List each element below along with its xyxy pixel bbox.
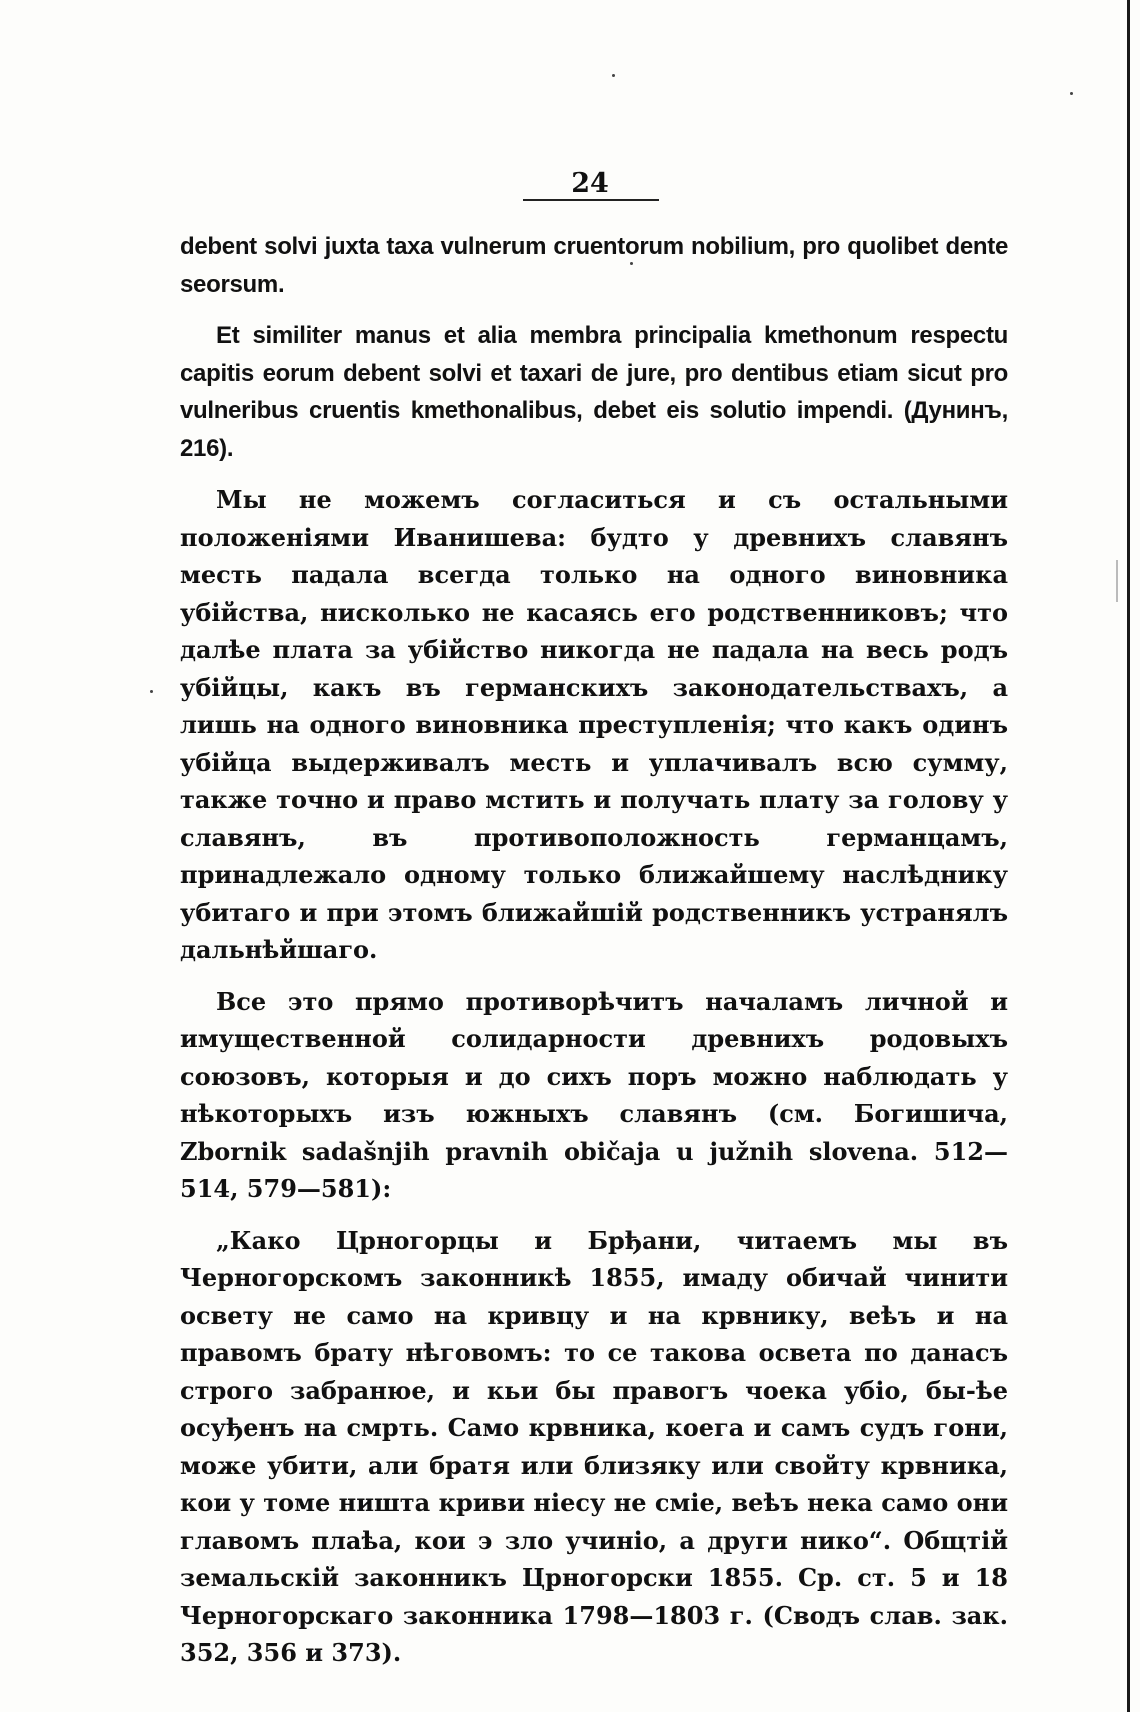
paragraph-ivanishev-critique: Мы не можемъ согласиться и съ остальными положеніями Иванишева: будто у древнихъ славянъ месть падала всегда только на одного виновника убійства, нисколько не касаясь его родственниковъ; что далѣе плата за убійство никогда не падала на весь родъ убійцы, какъ въ германскихъ законодательствахъ, а лишь на одного виновника преступленія; что какъ одинъ убійца выдерживалъ месть и уплачивалъ всю сумму, также точно и право мстить и получать плату за голову у славянъ, въ противоположность германцамъ, принадлежало одному только ближайшему наслѣднику убитаго и при этомъ ближайшій родственникъ устранялъ дальнѣйшаго. (180, 485, 1008, 964)
page-number-rule (523, 199, 659, 201)
page-edge-line (1127, 0, 1130, 1712)
paragraph-solidarity: Все это прямо противорѣчитъ началамъ личной и имущественной солидарности древнихъ родовыхъ союзовъ, которыя и до сихъ поръ можно наблюдать у нѣкоторыхъ изъ южныхъ славянъ (см. Богишича, Zbornik sadašnjih pravnih običaja u južnih slovena. 512—514, 579—581): (180, 986, 1008, 1203)
page-edge-mark (1116, 560, 1118, 602)
paragraph-latin-1: debent solvi juxta taxa vulnerum cruentorum nobilium, pro quolibet dente seorsum. (180, 233, 1008, 298)
print-speck (150, 690, 153, 693)
page-number: 24 (571, 168, 609, 199)
paragraph-montenegro-quote: „Како Црногорцы и Брђани, читаемъ мы въ Черногорскомъ законникѣ 1855, имаду обичай чинити освету не само на кривцу и на крвнику, веѣъ и на правомъ брату нѣговомъ: то се такова освета по данасъ строго забранюе, и кьи бы правогъ чоека убіо, бы-ѣе осуђенъ на смрть. Само крвника, коега и самъ судъ гони, може убити, али братя или близяку или свойту крвника, кои у томе ништа криви ніесу не сміе, веѣъ нека само они главомъ плаѣа, кои э зло учиніо, а други нико“. Общтій земальскій законникъ Црногорски 1855. Ср. ст. 5 и 18 Черногорскаго законника 1798—1803 г. (Сводъ слав. зак. 352, 356 и 373). (180, 1225, 1008, 1667)
body-text (180, 228, 1008, 1672)
print-speck (1070, 92, 1073, 95)
print-speck (612, 74, 615, 77)
paragraph-latin-2: Et similiter manus et alia membra principalia kmethonum respectu capitis eorum debent solvi et taxari de jure, pro dentibus etiam sicut pro vulneribus cruentis kmethonalibus, debet eis solutio impendi. (Дунинъ, 216). (180, 322, 1008, 462)
